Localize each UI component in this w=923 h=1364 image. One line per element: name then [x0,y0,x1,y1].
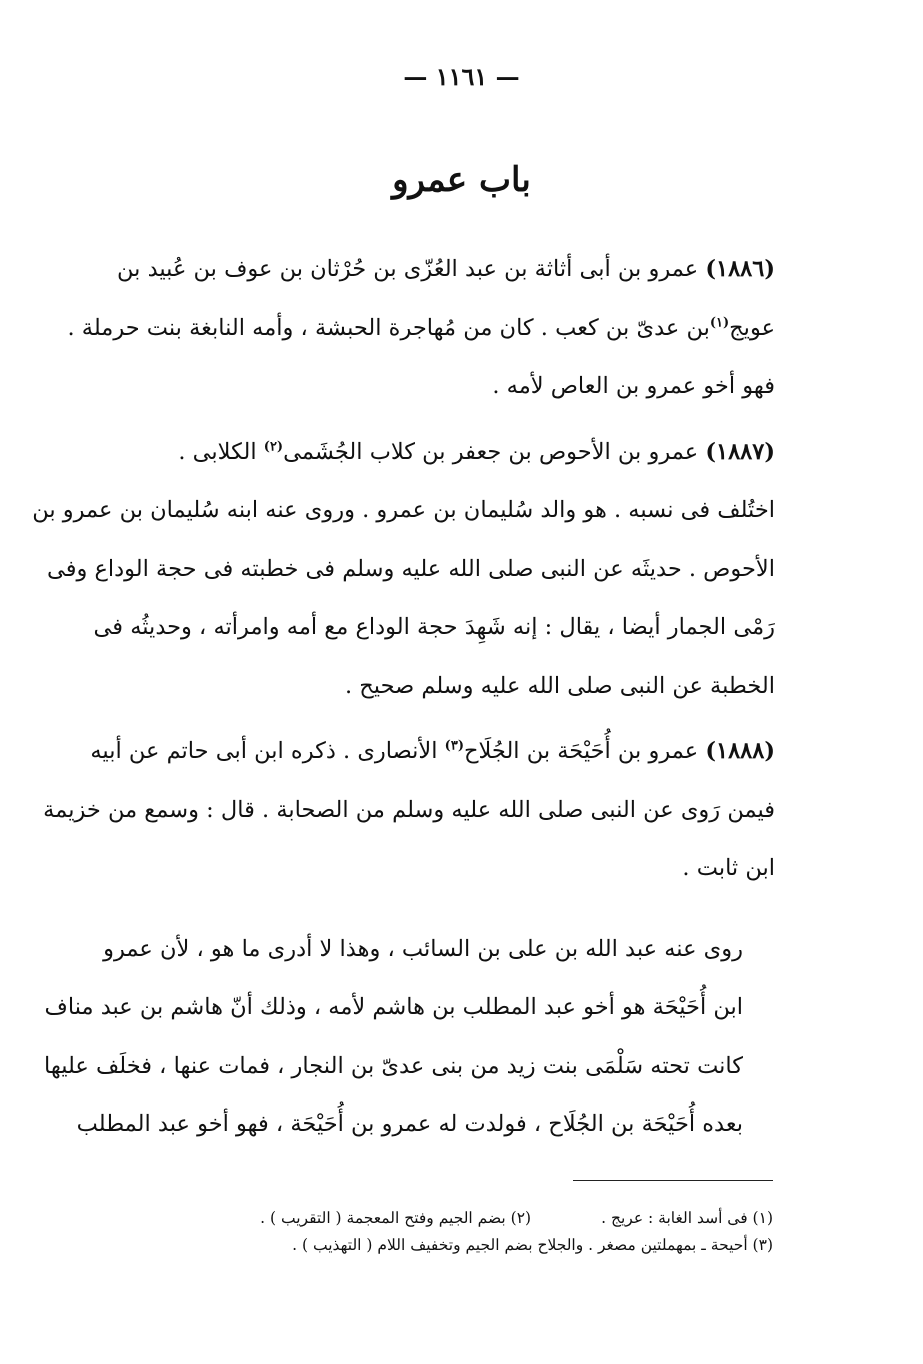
entry-text: بن عدىّ بن كعب . كان من مُهاجرة الحبشة ، وأمه النابغة بنت حرملة . [67,314,710,341]
biography-entry-1886 [67,240,775,416]
entry-number: (١٨٨٧) [705,438,775,465]
text-line [67,299,775,358]
footnote-mark: (٢) [263,439,284,454]
page-number: — ١١٦١ — [403,62,520,91]
chapter-title: باب عمرو [392,160,531,200]
footnote-mark: (١) [709,315,730,330]
biography-entry-1888 [43,722,775,898]
text-line: بعده أُحَيْحَة بن الجُلَاح ، فولدت له عمرو بن أُحَيْحَة ، فهو أخو عبد المطلب [76,1111,743,1137]
text-line [150,423,775,482]
body-text [32,240,775,1161]
text-line: ابن ثابت . [682,855,775,881]
text-line: رَمْى الجمار أيضا ، يقال : إنه شَهِدَ حجة الوداع مع أمه وامرأته ، وحديثُه فى [93,614,775,640]
footnote-2: (٢) بضم الجيم وفتح المعجمة ( التقريب ) . [260,1209,532,1227]
entry-text: الأنصارى . ذكره ابن أبى حاتم عن أبيه [90,738,445,764]
text-line: فيمن رَوى عن النبى صلى الله عليه وسلم من الصحابة . قال : وسمع من خزيمة [43,796,775,823]
biography-entry-1887 [32,423,775,716]
text-line: كانت تحته سَلْمَى بنت زيد من بنى عدىّ بن النجار ، فمات عنها ، فخلَف عليها [43,1052,743,1079]
entry-number: (١٨٨٦) [705,256,775,282]
footnote-row [148,1232,773,1259]
text-line: الأحوص . حديثَه عن النبى صلى الله عليه وسلم فى خطبته فى حجة الوداع وفى [46,555,775,582]
text-line [90,722,775,781]
entry-text: الكلابى . [178,438,264,465]
footnote-mark: (٣) [444,738,464,754]
entry-text: عمرو بن أبى أثاثة بن عبد العُزّى بن حُرْثان بن عوف بن عُبيد بن [117,256,706,282]
text-line [117,240,775,299]
continuation-paragraph [43,920,775,1154]
entry-text: عمرو بن أُحَيْحَة بن الجُلَاح [463,738,706,764]
footnote-3: (٣) أحيحة ـ بمهملتين مصغر . والجلاح بضم الجيم وتخفيف اللام ( التهذيب ) . [292,1236,773,1254]
text-line: الخطبة عن النبى صلى الله عليه وسلم صحيح . [344,672,775,699]
footnote-row [148,1205,773,1232]
footnote-1: (١) فى أسد الغابة : عريج . [601,1209,773,1227]
text-line: فهو أخو عمرو بن العاص لأمه . [492,373,775,399]
entry-text: عمرو بن الأحوص بن جعفر بن كلاب الجُشَمى [283,438,706,465]
footnote-divider [573,1180,773,1181]
footnotes [148,1205,773,1259]
text-line: اختُلف فى نسبه . هو والد سُليمان بن عمرو . وروى عنه ابنه سُليمان بن عمرو بن [32,497,775,523]
entry-text: عويج [729,314,775,341]
text-line: روى عنه عبد الله بن على بن السائب ، وهذا لا أدرى ما هو ، لأن عمرو [103,935,743,962]
text-line: ابن أُحَيْحَة هو أخو عبد المطلب بن هاشم لأمه ، وذلك أنّ هاشم بن عبد مناف [44,994,743,1020]
entry-number: (١٨٨٨) [705,738,775,764]
